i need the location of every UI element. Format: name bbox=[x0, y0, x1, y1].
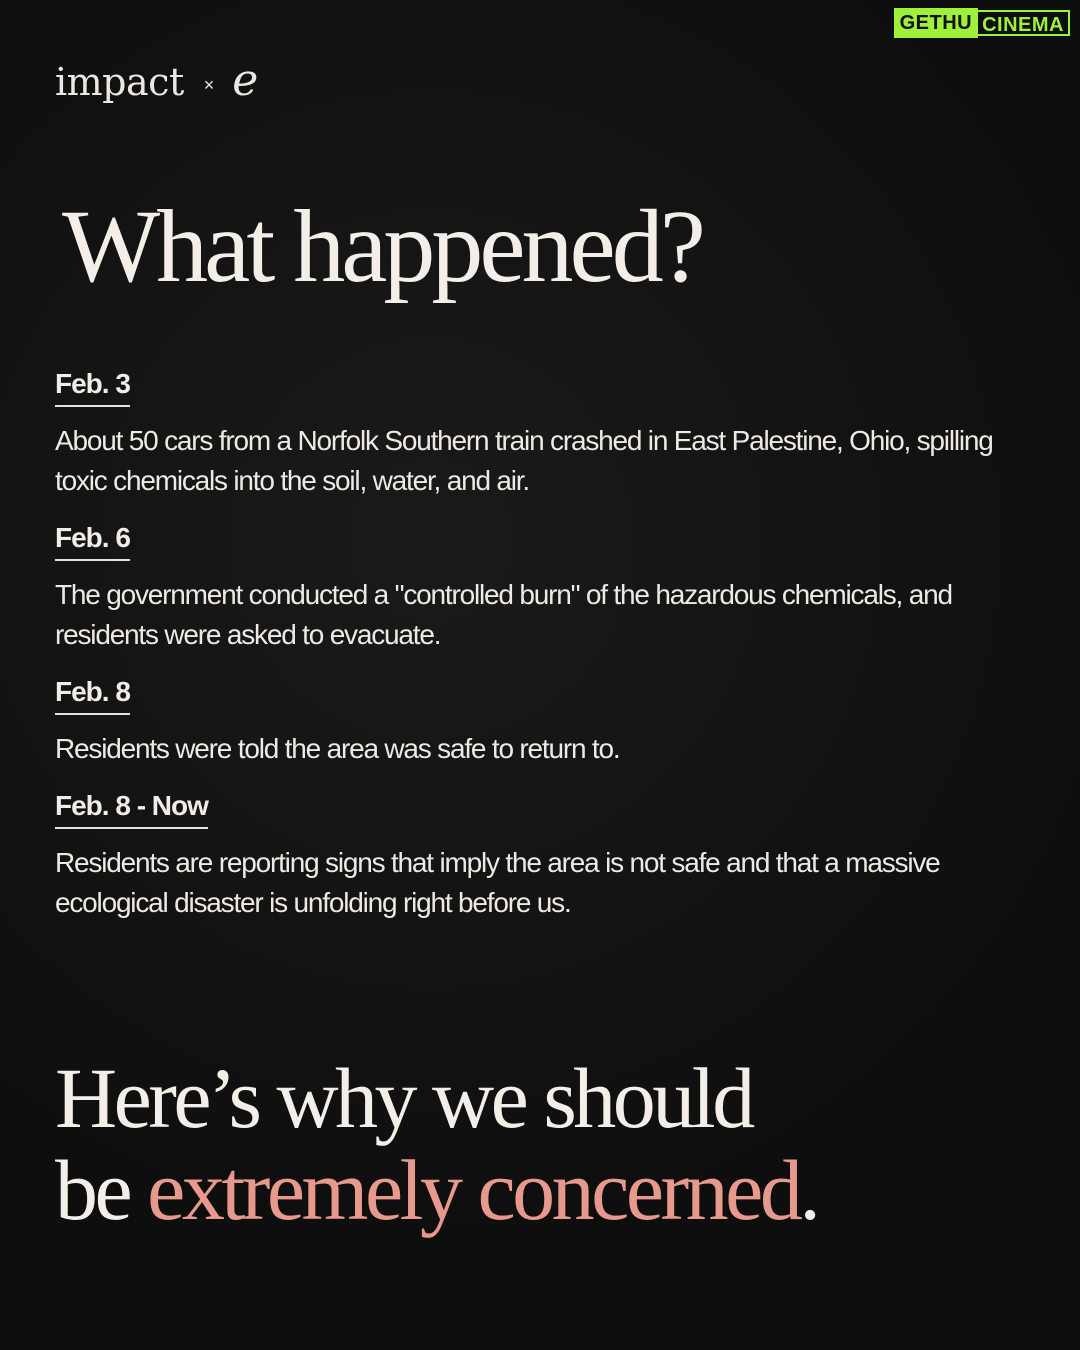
watermark-logo bbox=[894, 10, 1070, 36]
impact-logo: impact bbox=[55, 60, 184, 104]
event-date: Feb. 6 bbox=[55, 521, 130, 561]
event-description: The government conducted a "controlled burn" of the hazardous chemicals, and residents were asked to evacuate. bbox=[55, 579, 952, 650]
event-description: Residents were told the area was safe to return to. bbox=[55, 733, 620, 764]
event-date: Feb. 8 - Now bbox=[55, 789, 208, 829]
watermark-part-1: GETHU bbox=[894, 8, 979, 38]
event-description: Residents are reporting signs that imply the area is not safe and that a massive ecological disaster is unfolding right before us. bbox=[55, 847, 940, 918]
closing-line-2-suffix: . bbox=[799, 1142, 818, 1238]
timeline-event bbox=[55, 367, 1015, 501]
page-title: What happened? bbox=[62, 189, 702, 304]
collab-separator: × bbox=[203, 75, 215, 95]
closing-line-2-prefix: be bbox=[55, 1142, 130, 1238]
event-date: Feb. 8 bbox=[55, 675, 130, 715]
timeline-event bbox=[55, 675, 1015, 769]
closing-line-1: Here’s why we should bbox=[55, 1050, 752, 1146]
closing-headline bbox=[55, 1052, 817, 1236]
timeline bbox=[55, 367, 1015, 923]
closing-accent-text: extremely concerned bbox=[147, 1142, 800, 1238]
event-description: About 50 cars from a Norfolk Southern train crashed in East Palestine, Ohio, spilling toxic chemicals into the soil, water, and air. bbox=[55, 425, 993, 496]
timeline-event bbox=[55, 521, 1015, 655]
timeline-event bbox=[55, 789, 1015, 923]
watermark-part-2: CINEMA bbox=[978, 10, 1070, 36]
event-date: Feb. 3 bbox=[55, 367, 130, 407]
brand-header bbox=[55, 55, 258, 106]
partner-logo: e bbox=[232, 55, 259, 106]
